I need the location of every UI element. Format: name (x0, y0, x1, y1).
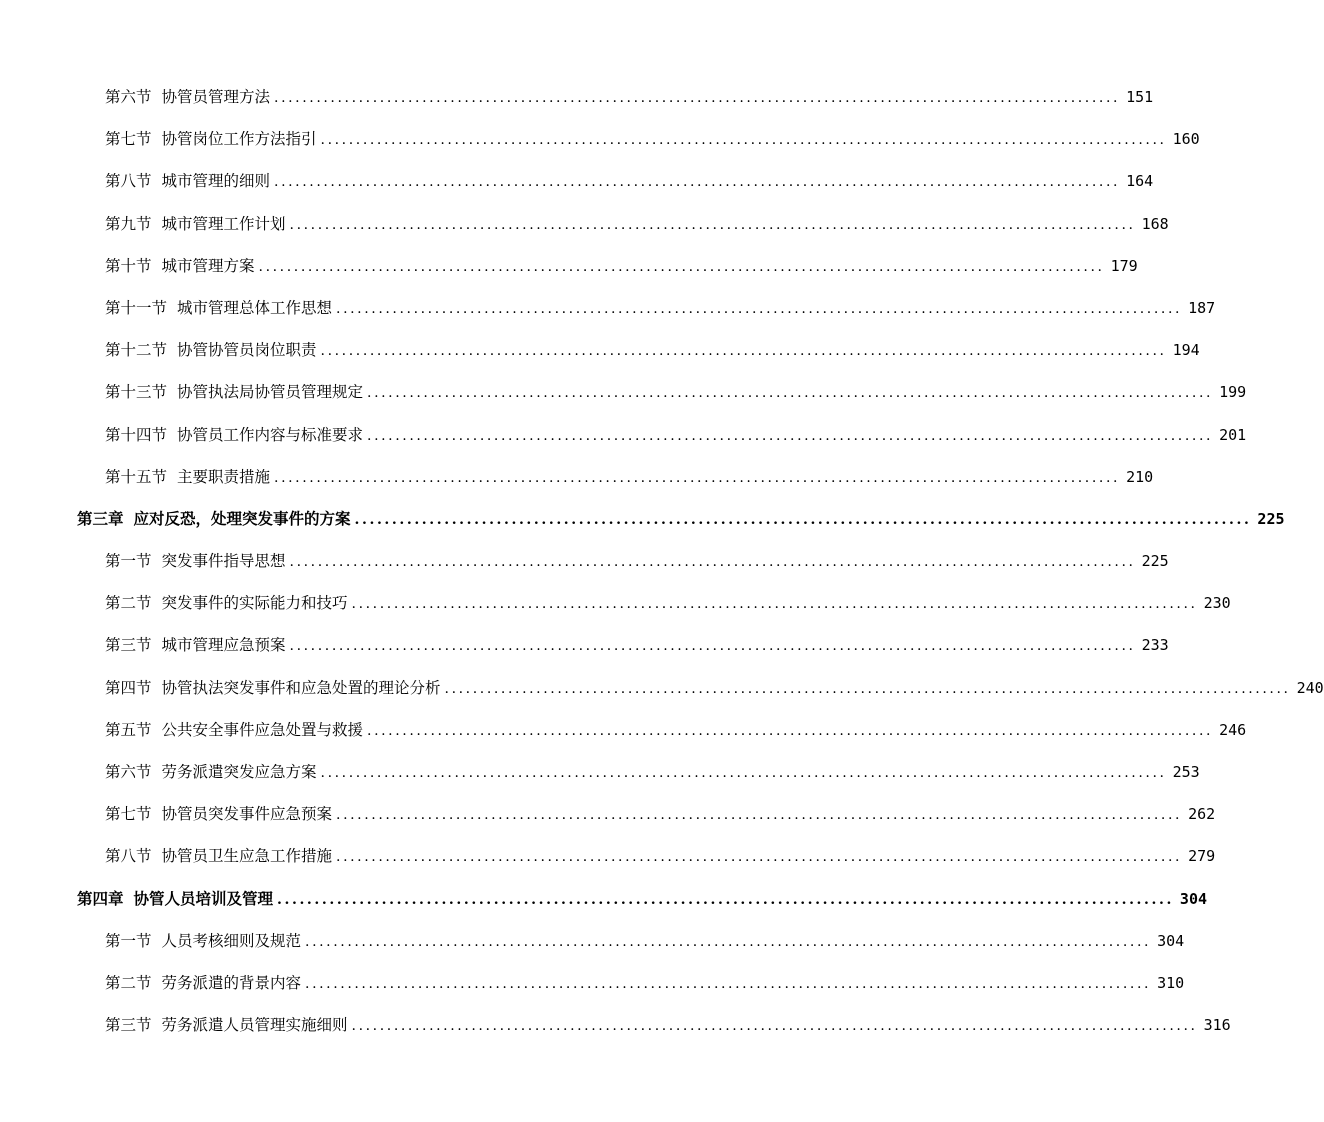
toc-entry-page-number: 233 (1141, 636, 1169, 655)
toc-entry-number: 第十一节 (105, 298, 168, 317)
toc-entry-number: 第一节 (105, 552, 152, 571)
toc-section-entry[interactable] (0, 793, 1216, 835)
toc-leader-dots: ........................................................................................................................ (320, 132, 1167, 149)
toc-leader-dots: ........................................................................................................................ (367, 385, 1214, 402)
toc-leader-dots: ........................................................................................................................ (277, 891, 1174, 908)
toc-entry-page-number: 262 (1188, 805, 1216, 824)
toc-entry-title: 协管员卫生应急工作措施 (161, 847, 333, 866)
toc-entry-title: 劳务派遣的背景内容 (161, 973, 302, 992)
toc-entry-page-number: 246 (1219, 720, 1247, 739)
toc-entry-page-number: 210 (1126, 467, 1154, 486)
toc-entry-title: 协管执法突发事件和应急处置的理论分析 (161, 678, 441, 697)
toc-entry-line (105, 972, 1185, 995)
toc-entry-page-number: 253 (1172, 763, 1200, 781)
toc-section-entry[interactable] (0, 667, 1324, 709)
toc-entry-number: 第六节 (105, 763, 152, 781)
toc-entry-title: 协管协管员岗位职责 (177, 341, 317, 360)
toc-entry-page-number: 194 (1172, 341, 1200, 360)
toc-entry-line (105, 170, 1154, 193)
toc-entry-number: 第八节 (105, 172, 152, 191)
toc-entry-line (105, 424, 1247, 447)
toc-entry-number: 第二节 (105, 594, 152, 613)
toc-leader-dots: ........................................................................................................................ (367, 722, 1214, 739)
toc-chapter-entry[interactable] (0, 498, 1285, 540)
toc-entry-number: 第三节 (105, 636, 152, 655)
toc-section-entry[interactable] (0, 371, 1247, 413)
toc-section-entry[interactable] (0, 414, 1247, 456)
toc-section-entry[interactable] (0, 540, 1169, 582)
toc-chapter-entry[interactable] (0, 878, 1208, 920)
toc-entry-title: 协管员突发事件应急预案 (161, 805, 333, 824)
toc-entry-number: 第十五节 (105, 467, 168, 486)
toc-entry-number: 第三节 (105, 1016, 152, 1035)
toc-entry-page-number: 164 (1126, 172, 1154, 191)
toc-entry-number: 第十四节 (105, 425, 168, 444)
toc-leader-dots: ........................................................................................................................ (289, 216, 1136, 233)
toc-entry-title: 城市管理应急预案 (161, 636, 286, 655)
toc-section-entry[interactable] (0, 582, 1231, 624)
toc-entry-line (105, 592, 1231, 615)
toc-entry-title: 城市管理工作计划 (161, 214, 286, 233)
toc-entry-page-number: 187 (1188, 298, 1216, 317)
toc-entry-number: 第四章 (77, 888, 124, 908)
toc-entry-page-number: 225 (1257, 509, 1285, 528)
toc-section-entry[interactable] (0, 835, 1216, 877)
toc-leader-dots: ........................................................................................................................ (336, 300, 1183, 317)
toc-entry-line (105, 1014, 1231, 1037)
toc-entry-title: 协管员工作内容与标准要求 (177, 425, 364, 444)
toc-leader-dots: ........................................................................................................................ (336, 807, 1183, 824)
toc-section-entry[interactable] (0, 751, 1200, 793)
toc-entry-page-number: 160 (1172, 130, 1200, 149)
toc-entry-title: 劳务派遣人员管理实施细则 (161, 1016, 348, 1035)
toc-entry-title: 突发事件指导思想 (161, 552, 286, 571)
toc-entry-page-number: 279 (1188, 847, 1216, 866)
toc-entry-line (105, 297, 1216, 320)
toc-entry-page-number: 316 (1203, 1016, 1231, 1035)
toc-entry-page-number: 179 (1110, 256, 1138, 275)
toc-leader-dots: ........................................................................................................................ (274, 90, 1121, 106)
toc-entry-number: 第七节 (105, 130, 152, 149)
toc-leader-dots: ........................................................................................................................ (354, 511, 1252, 528)
toc-section-entry[interactable] (0, 456, 1154, 498)
toc-leader-dots: ........................................................................................................................ (444, 680, 1291, 697)
toc-section-entry[interactable] (0, 287, 1216, 329)
toc-entry-page-number: 304 (1179, 889, 1208, 908)
toc-entry-line (105, 634, 1169, 657)
toc-leader-dots: ........................................................................................................................ (305, 975, 1152, 992)
toc-entry-page-number: 230 (1203, 594, 1231, 613)
toc-leader-dots: ........................................................................................................................ (274, 174, 1121, 191)
toc-entry-line (105, 845, 1216, 868)
toc-entry-page-number: 240 (1296, 678, 1324, 697)
toc-entry-title: 突发事件的实际能力和技巧 (161, 594, 348, 613)
toc-entry-title: 协管人员培训及管理 (133, 888, 274, 908)
toc-entry-line (77, 508, 1285, 531)
toc-entry-number: 第十节 (105, 256, 152, 275)
toc-entry-number: 第六节 (105, 88, 152, 106)
toc-leader-dots: ........................................................................................................................ (320, 343, 1167, 360)
toc-entry-line (105, 213, 1169, 236)
toc-section-entry[interactable] (0, 962, 1185, 1004)
toc-entry-line (105, 677, 1324, 700)
toc-section-entry[interactable] (0, 920, 1185, 962)
toc-entry-number: 第七节 (105, 805, 152, 824)
toc-entry-line (105, 86, 1154, 109)
toc-entry-page-number: 304 (1157, 931, 1185, 950)
toc-section-entry[interactable] (0, 245, 1138, 287)
toc-entry-page-number: 168 (1141, 214, 1169, 233)
toc-leader-dots: ........................................................................................................................ (305, 933, 1152, 950)
toc-section-entry[interactable] (0, 1004, 1231, 1046)
toc-entry-page-number: 199 (1219, 383, 1247, 402)
toc-leader-dots: ........................................................................................................................ (274, 469, 1121, 486)
toc-leader-dots: ........................................................................................................................ (351, 596, 1198, 613)
toc-entry-title: 应对反恐，处理突发事件的方案 (133, 508, 351, 528)
toc-entry-line (105, 128, 1200, 151)
toc-entry-line (105, 930, 1185, 953)
toc-entry-number: 第九节 (105, 214, 152, 233)
toc-entry-title: 人员考核细则及规范 (161, 931, 302, 950)
toc-section-entry[interactable] (0, 203, 1169, 245)
toc-entry-number: 第十二节 (105, 341, 168, 360)
toc-entry-page-number: 201 (1219, 425, 1247, 444)
toc-entry-number: 第八节 (105, 847, 152, 866)
toc-entry-line (105, 466, 1154, 489)
toc-leader-dots: ........................................................................................................................ (367, 427, 1214, 444)
toc-entry-page-number: 151 (1126, 88, 1154, 106)
toc-entry-title: 公共安全事件应急处置与救援 (161, 720, 364, 739)
toc-entry-title: 城市管理总体工作思想 (177, 298, 333, 317)
toc-entry-title: 主要职责措施 (177, 467, 271, 486)
toc-entry-line (105, 255, 1138, 278)
toc-section-entry[interactable] (0, 118, 1200, 160)
toc-entry-line (105, 719, 1247, 742)
toc-leader-dots: ........................................................................................................................ (289, 638, 1136, 655)
toc-section-entry[interactable] (0, 76, 1154, 118)
toc-entry-page-number: 310 (1157, 973, 1185, 992)
toc-entry-line (77, 888, 1208, 911)
toc-entry-number: 第十三节 (105, 383, 168, 402)
toc-leader-dots: ........................................................................................................................ (336, 849, 1183, 866)
toc-entry-line (105, 761, 1200, 784)
toc-leader-dots: ........................................................................................................................ (351, 1018, 1198, 1035)
toc-section-entry[interactable] (0, 160, 1154, 202)
toc-entry-line (105, 339, 1200, 362)
toc-entry-title: 协管执法局协管员管理规定 (177, 383, 364, 402)
toc-section-entry[interactable] (0, 624, 1169, 666)
toc-entry-line (105, 381, 1247, 404)
toc-entry-line (105, 550, 1169, 573)
toc-entry-title: 劳务派遣突发应急方案 (161, 763, 317, 781)
toc-entry-line (105, 803, 1216, 826)
table-of-contents (0, 76, 1324, 1046)
toc-leader-dots: ........................................................................................................................ (289, 554, 1136, 571)
toc-leader-dots: ........................................................................................................................ (258, 258, 1105, 275)
toc-entry-title: 协管员管理方法 (161, 88, 271, 106)
toc-entry-title: 协管岗位工作方法指引 (161, 130, 317, 149)
toc-section-entry[interactable] (0, 329, 1200, 371)
toc-entry-number: 第二节 (105, 973, 152, 992)
toc-entry-title: 城市管理方案 (161, 256, 255, 275)
toc-section-entry[interactable] (0, 709, 1247, 751)
toc-entry-number: 第三章 (77, 508, 124, 528)
toc-leader-dots: ........................................................................................................................ (320, 765, 1167, 781)
toc-entry-number: 第五节 (105, 720, 152, 739)
toc-entry-number: 第一节 (105, 931, 152, 950)
toc-entry-number: 第四节 (105, 678, 152, 697)
toc-entry-title: 城市管理的细则 (161, 172, 271, 191)
toc-entry-page-number: 225 (1141, 552, 1169, 571)
